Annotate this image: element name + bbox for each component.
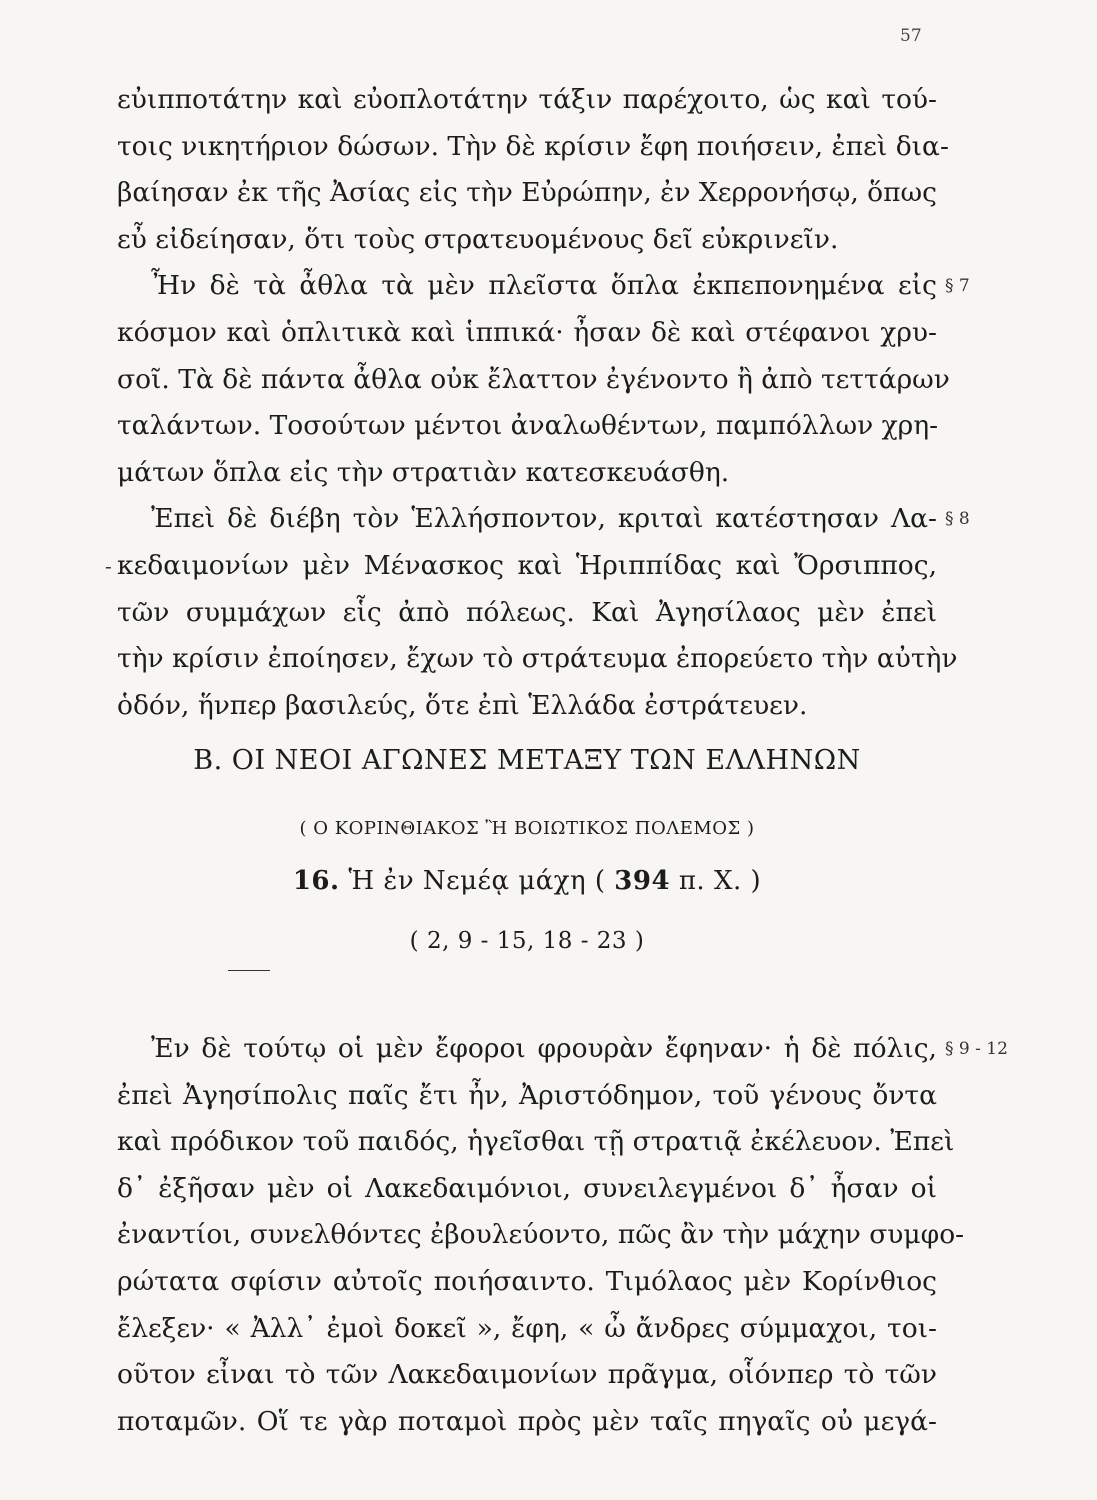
paragraph-start-line	[117, 496, 970, 543]
section-marker: § 8	[945, 509, 970, 530]
text-line: εὖ εἰδείησαν, ὅτι τοὺς στρατευομένους δεῖ εὐκρινεῖν.	[117, 223, 839, 255]
paragraph-start-line	[117, 263, 970, 310]
text-line: οῦτον εἶναι τὸ τῶν Λακεδαιμονίων πρᾶγμα, οἷόνπερ τὸ τῶν	[117, 1359, 937, 1391]
paragraph-start-line	[117, 1026, 1008, 1073]
stray-mark: -	[105, 553, 112, 578]
chapter-title	[117, 866, 937, 896]
text-line: εὐιπποτάτην καὶ εὐοπλοτάτην τάξιν παρέχοιτο, ὡς καὶ τού-	[117, 84, 937, 115]
text-line: κεδαιμονίων μὲν Μένασκος καὶ Ἡριππίδας καὶ Ὄρσιππος,	[117, 549, 937, 581]
text-line: τὴν κρίσιν ἐποίησεν, ἔχων τὸ στράτευμα ἐπορεύετο τὴν αὐτὴν	[117, 643, 958, 675]
section-marker: § 7	[945, 276, 970, 297]
text-line: ποταμῶν. Οἵ τε γὰρ ποταμοὶ πρὸς μὲν ταῖς πηγαῖς οὐ μεγά-	[117, 1405, 937, 1437]
text-line: τῶν συμμάχων εἷς ἀπὸ πόλεως. Καὶ Ἀγησίλαος μὲν ἐπεὶ	[117, 596, 937, 628]
section-subheading: ( Ο ΚΟΡΙΝΘΙΑΚΟΣ Ἢ ΒΟΙΩΤΙΚΟΣ ΠΟΛΕΜΟΣ )	[299, 818, 755, 839]
chapter-title-suffix: π. Χ. )	[678, 866, 762, 896]
text-line: Ἦν δὲ τὰ ἆθλα τὰ μὲν πλεῖστα ὅπλα ἐκπεπονημένα εἰς	[151, 270, 937, 302]
chapter-year: 394	[614, 866, 671, 896]
page-number: 57	[900, 26, 922, 46]
text-line: μάτων ὅπλα εἰς τὴν στρατιὰν κατεσκευάσθη.	[117, 456, 730, 488]
text-line-with-mark	[105, 543, 937, 590]
short-rule	[228, 970, 270, 971]
text-line: Ἐν δὲ τούτῳ οἱ μὲν ἔφοροι φρουρὰν ἔφηναν· ἡ δὲ πόλις,	[151, 1033, 937, 1064]
section-heading: Β. ΟΙ ΝΕΟΙ ΑΓΩΝΕΣ ΜΕΤΑΞΥ ΤΩΝ ΕΛΛΗΝΩΝ	[193, 745, 861, 776]
text-line: ταλάντων. Τοσούτων μέντοι ἀναλωθέντων, παμπόλλων χρη-	[117, 410, 939, 442]
chapter-reference: ( 2, 9 - 15, 18 - 23 )	[409, 928, 645, 954]
passage-1	[105, 77, 970, 729]
text-line: ρώτατα σφίσιν αὐτοῖς ποιήσαιντο. Τιμόλαος μὲν Κορίνθιος	[117, 1265, 937, 1297]
chapter-number: 16.	[292, 866, 340, 896]
text-line: τοις νικητήριον δώσων. Τὴν δὲ κρίσιν ἔφη ποιήσειν, ἐπεὶ δια-	[117, 130, 949, 162]
text-line: καὶ πρόδικον τοῦ παιδός, ἡγεῖσθαι τῇ στρατιᾷ ἐκέλευον. Ἐπεὶ	[117, 1126, 955, 1158]
text-line: σοῖ. Τὰ δὲ πάντα ἆθλα οὐκ ἔλαττον ἐγένοντο ἢ ἀπὸ τεττάρων	[117, 363, 950, 395]
text-line: κόσμον καὶ ὁπλιτικὰ καὶ ἱππικά· ἦσαν δὲ καὶ στέφανοι χρυ-	[117, 316, 937, 348]
chapter-title-text: Ἡ ἐν Νεμέᾳ μάχη (	[348, 866, 606, 896]
text-line: βαίησαν ἐκ τῆς Ἀσίας εἰς τὴν Εὐρώπην, ἐν Χερρονήσῳ, ὅπως	[117, 177, 937, 209]
section-marker: § 9 - 12	[945, 1039, 1008, 1059]
text-line: Ἐπεὶ δὲ διέβη τὸν Ἑλλήσποντον, κριταὶ κατέστησαν Λα-	[151, 503, 937, 535]
passage-2	[117, 1026, 1008, 1445]
text-line: δ᾽ ἐξῆσαν μὲν οἱ Λακεδαιμόνιοι, συνειλεγμένοι δ᾽ ἦσαν οἱ	[117, 1172, 937, 1204]
text-line: ἐναντίοι, συνελθόντες ἐβουλεύοντο, πῶς ἂν τὴν μάχην συμφο-	[117, 1219, 965, 1251]
text-line: ἔλεξεν· « Ἀλλ᾽ ἐμοὶ δοκεῖ », ἔφη, « ὦ ἄνδρες σύμμαχοι, τοι-	[117, 1312, 937, 1344]
text-line: ἐπεὶ Ἀγησίπολις παῖς ἔτι ἦν, Ἀριστόδημον, τοῦ γένους ὄντα	[117, 1079, 937, 1111]
text-line: ὁδόν, ἥνπερ βασιλεύς, ὅτε ἐπὶ Ἑλλάδα ἐστράτευεν.	[117, 689, 808, 721]
